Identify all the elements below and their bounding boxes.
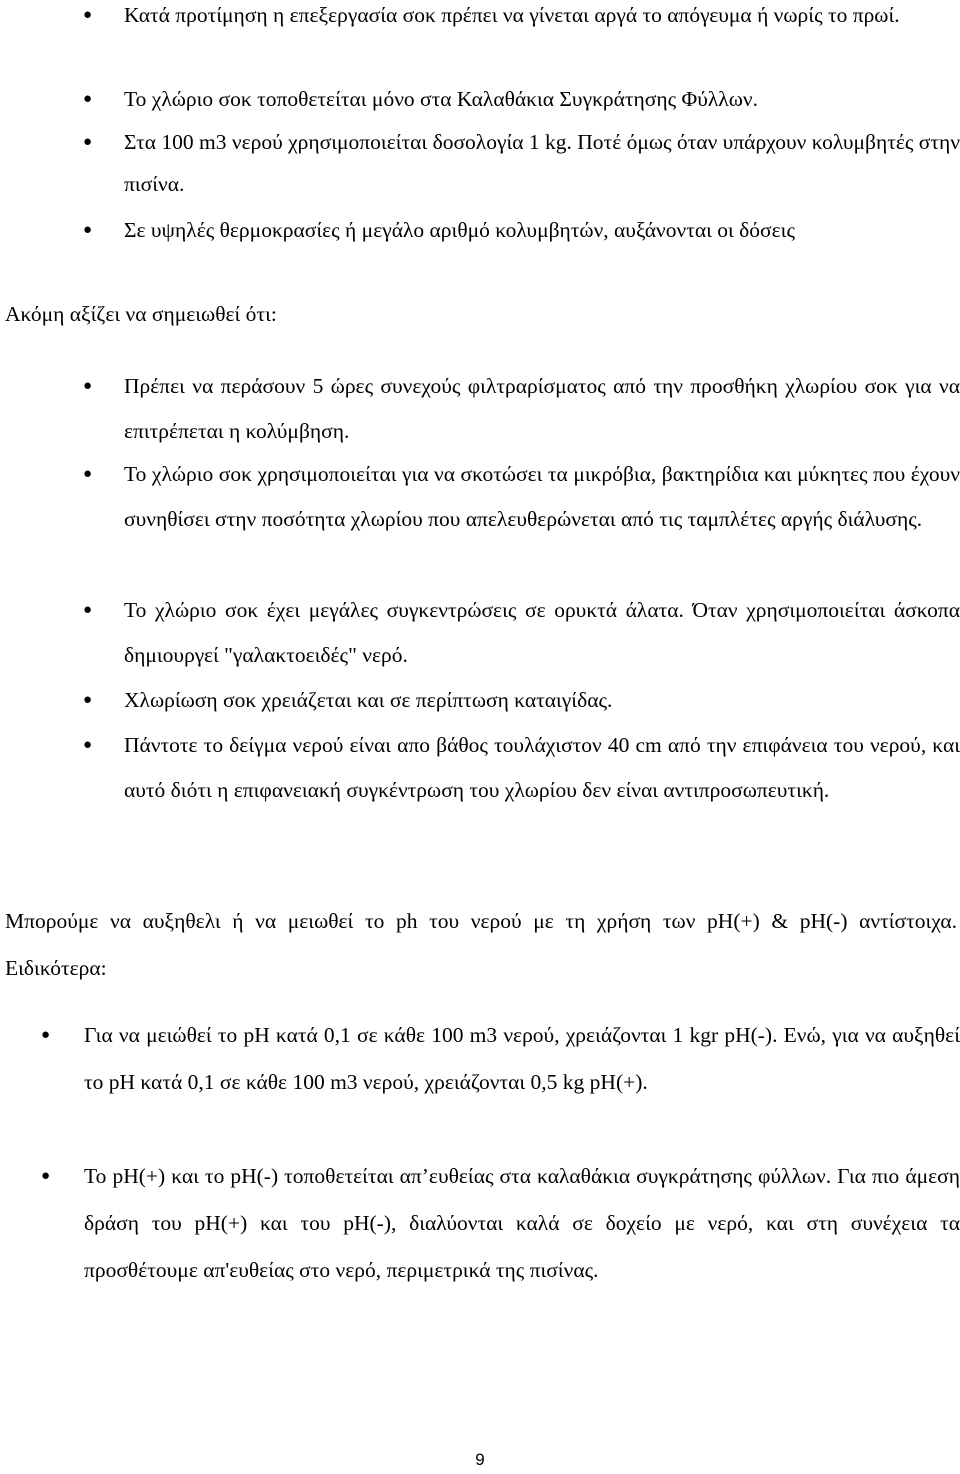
list-item xyxy=(0,678,960,723)
page-number: 9 xyxy=(475,1450,485,1469)
list-item-text: Το χλώριο σοκ τοποθετείται μόνο στα Καλαθάκια Συγκράτησης Φύλλων. xyxy=(124,87,758,111)
list-item-text: Το χλώριο σοκ χρησιμοποιείται για να σκοτώσει τα μικρόβια, βακτηρίδια και μύκητες που έχουν συνηθίσει στην ποσότητα χλωρίου που απελευθερώνεται από τις ταμπλέτες αργής διάλυσης. xyxy=(124,462,960,531)
list-item-text: Στα 100 m3 νερού χρησιμοποιείται δοσολογία 1 kg. Ποτέ όμως όταν υπάρχουν κολυμβητές στην πισίνα. xyxy=(124,130,960,196)
list-item xyxy=(0,1012,960,1153)
list-item-text: Το pH(+) και το pH(-) τοποθετείται απ’ευθείας στα καλαθάκια συγκράτησης φύλλων. Για πιο άμεση δράση του pH(+) και του pH(-), διαλύονται καλά σε δοχείο με νερό, και στη συνέχεια τα προσθέτουμε απ'ευθείας στο νερό, περιμετρικά της πισίνας. xyxy=(84,1164,960,1282)
bullet-icon: ● xyxy=(83,222,93,238)
bullet-icon: ● xyxy=(41,1027,51,1043)
list-item xyxy=(0,364,960,452)
list-item xyxy=(0,121,960,209)
paragraph-note-intro: Ακόμη αξίζει να σημειωθεί ότι: xyxy=(5,302,277,326)
paragraph-ph-intro: Μπορούμε να αυξηθελι ή να μειωθεί το ph του νερού με τη χρήση των pH(+) & pH(-) αντίστοιχα. Ειδικότερα: xyxy=(5,909,957,980)
bullet-icon: ● xyxy=(83,91,93,107)
bullet-icon: ● xyxy=(41,1168,51,1184)
list-item xyxy=(0,78,960,121)
list-item xyxy=(0,452,960,588)
bullet-icon: ● xyxy=(83,7,93,23)
bullet-list-notes xyxy=(0,364,960,858)
list-item-text: Σε υψηλές θερμοκρασίες ή μεγάλο αριθμό κολυμβητών, αυξάνονται οι δόσεις xyxy=(124,218,795,242)
list-item xyxy=(0,723,960,858)
bullet-icon: ● xyxy=(83,737,93,753)
list-item xyxy=(0,1153,960,1341)
list-item-text: Πρέπει να περάσουν 5 ώρες συνεχούς φιλτραρίσματος από την προσθήκη χλωρίου σοκ για να επιτρέπεται η κολύμβηση. xyxy=(124,374,960,443)
list-item-text: Για να μειώθεί το pH κατά 0,1 σε κάθε 100 m3 νερού, χρειάζονται 1 kgr pH(-). Ενώ, για να αυξηθεί το pH κατά 0,1 σε κάθε 100 m3 νερού, χρειάζονται 0,5 kg pH(+). xyxy=(84,1023,960,1094)
list-item-text: Πάντοτε το δείγμα νερού είναι απο βάθος τουλάχιστον 40 cm από την επιφάνεια του νερού, και αυτό διότι η επιφανειακή συγκέντρωση του χλωρίου δεν είναι αντιπροσωπευτική. xyxy=(124,733,960,802)
bullet-icon: ● xyxy=(83,692,93,708)
bullet-list-ph xyxy=(0,1012,960,1341)
list-item-text: Χλωρίωση σοκ χρειάζεται και σε περίπτωση καταιγίδας. xyxy=(124,688,613,712)
bullet-icon: ● xyxy=(83,378,93,394)
list-item xyxy=(0,0,960,78)
bullet-icon: ● xyxy=(83,602,93,618)
bullet-icon: ● xyxy=(83,466,93,482)
bullet-list-shock-chlorination xyxy=(0,0,960,251)
list-item xyxy=(0,588,960,678)
bullet-icon: ● xyxy=(83,134,93,150)
list-item-text: Το χλώριο σοκ έχει μεγάλες συγκεντρώσεις σε ορυκτά άλατα. Όταν χρησιμοποιείται άσκοπα δημιουργεί "γαλακτοειδές" νερό. xyxy=(124,598,960,667)
list-item xyxy=(0,209,960,251)
list-item-text: Κατά προτίμηση η επεξεργασία σοκ πρέπει να γίνεται αργά το απόγευμα ή νωρίς το πρωί. xyxy=(124,3,900,27)
